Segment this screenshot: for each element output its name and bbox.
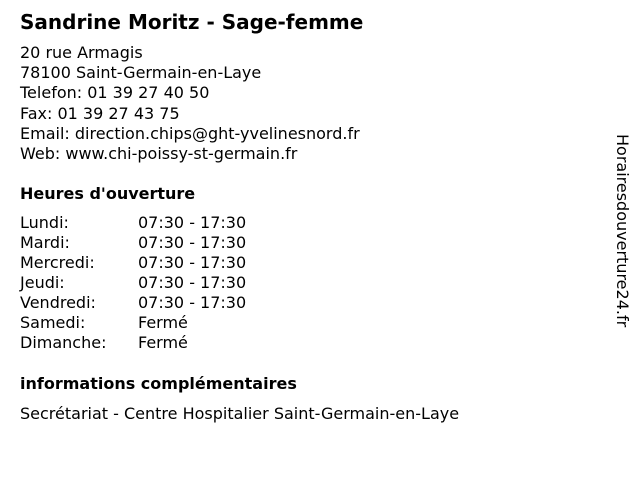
address-city: 78100 Saint-Germain-en-Laye [20, 63, 262, 83]
hours-value: 07:30 - 17:30 [138, 273, 247, 292]
hours-row-friday [20, 293, 320, 313]
additional-info-heading: informations complémentaires [20, 374, 297, 393]
hours-value: 07:30 - 17:30 [138, 293, 247, 312]
day-label: Jeudi: [20, 273, 65, 292]
opening-hours-table [20, 213, 320, 353]
phone-number: Telefon: 01 39 27 40 50 [20, 83, 210, 103]
hours-row-saturday [20, 313, 320, 333]
hours-value: 07:30 - 17:30 [138, 253, 247, 272]
day-label: Vendredi: [20, 293, 96, 312]
day-label: Samedi: [20, 313, 86, 332]
hours-value: 07:30 - 17:30 [138, 233, 247, 252]
page-title: Sandrine Moritz - Sage-femme [20, 10, 364, 34]
address-street: 20 rue Armagis [20, 43, 143, 62]
hours-value: Fermé [138, 333, 188, 352]
hours-row-wednesday [20, 253, 320, 273]
day-label: Mercredi: [20, 253, 95, 272]
contact-block [20, 43, 360, 164]
website-address: Web: www.chi-poissy-st-germain.fr [20, 143, 298, 163]
opening-hours-heading: Heures d'ouverture [20, 184, 196, 203]
day-label: Mardi: [20, 233, 70, 252]
day-label: Dimanche: [20, 333, 107, 352]
hours-row-thursday [20, 273, 320, 293]
hours-value: 07:30 - 17:30 [138, 213, 247, 232]
hours-row-monday [20, 213, 320, 233]
hours-row-tuesday [20, 233, 320, 253]
hours-row-sunday [20, 333, 320, 353]
email-address: Email: direction.chips@ght-yvelinesnord.fr [20, 123, 360, 143]
site-watermark: Horairesdouverture24.fr [613, 134, 632, 328]
fax-number: Fax: 01 39 27 43 75 [20, 103, 180, 123]
additional-info-text: Secrétariat - Centre Hospitalier Saint-Germain-en-Laye [20, 404, 460, 423]
day-label: Lundi: [20, 213, 69, 232]
hours-value: Fermé [138, 313, 188, 332]
